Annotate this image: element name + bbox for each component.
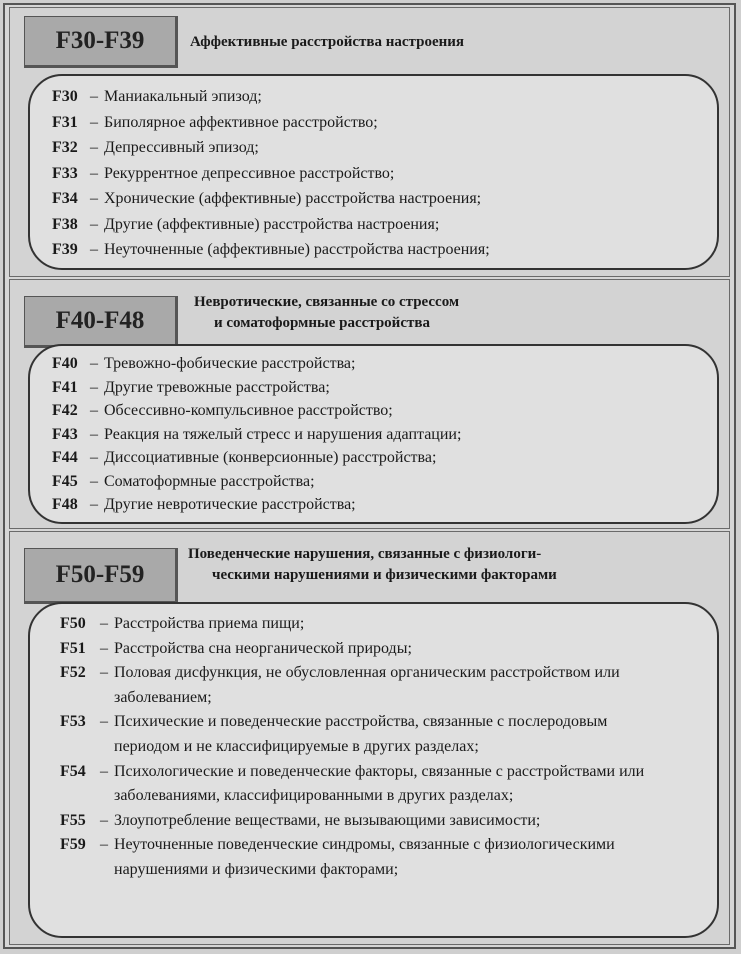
item-text: Психологические и поведенческие факторы, связанные с расстройствами или заболеваниями, классифицированными в других разделах; <box>114 762 645 805</box>
list-item <box>60 710 717 759</box>
list-item <box>52 376 717 400</box>
section-f30-f39 <box>9 7 730 277</box>
item-code: F44 <box>52 449 78 466</box>
dash: – <box>100 664 108 682</box>
item-code: F42 <box>52 402 78 419</box>
list-item <box>52 161 717 187</box>
dash: – <box>100 639 108 657</box>
dash: – <box>100 811 108 829</box>
item-text: Расстройства приема пищи; <box>114 615 305 632</box>
list-item <box>52 423 717 447</box>
item-code: F53 <box>60 713 86 731</box>
section-code: F50-F59 <box>24 548 178 604</box>
item-text: Соматоформные расстройства; <box>104 472 315 490</box>
section-title <box>188 544 557 586</box>
item-code: F54 <box>60 762 86 780</box>
dash: – <box>90 113 98 131</box>
item-text: Рекуррентное депрессивное расстройство; <box>104 164 395 182</box>
list-item <box>52 110 717 136</box>
dash: – <box>90 378 98 396</box>
item-text: Реакция на тяжелый стресс и нарушения адаптации; <box>104 425 462 443</box>
dash: – <box>100 713 108 731</box>
item-text: Психические и поведенческие расстройства, связанные с послеродовым периодом и не классифицируемые в других разделах; <box>114 713 608 755</box>
section-title <box>190 32 464 53</box>
section-f50-f59 <box>9 531 730 945</box>
item-code: F55 <box>60 811 86 829</box>
dash: – <box>90 472 98 490</box>
item-text: Другие (аффективные) расстройства настроения; <box>104 215 440 233</box>
item-text: Другие невротические расстройства; <box>104 496 356 513</box>
list-item <box>60 612 717 637</box>
dash: – <box>90 402 98 419</box>
section-title <box>194 292 459 334</box>
section-f40-f48 <box>9 279 730 529</box>
item-text: Половая дисфункция, не обусловленная органическим расстройством или заболеванием; <box>114 664 620 706</box>
title-line: Невротические, связанные со стрессом <box>194 294 460 310</box>
list-item <box>60 637 717 662</box>
item-code: F40 <box>52 355 78 372</box>
list-item <box>52 212 717 238</box>
item-text: Другие тревожные расстройства; <box>104 378 330 396</box>
item-text: Злоупотребление веществами, не вызывающими зависимости; <box>114 811 541 829</box>
item-code: F41 <box>52 378 78 396</box>
item-text: Тревожно-фобические расстройства; <box>104 355 356 372</box>
list-item <box>52 446 717 470</box>
item-code: F30 <box>52 88 78 105</box>
code-list <box>28 74 719 270</box>
list-item <box>52 237 717 263</box>
item-code: F48 <box>52 496 78 513</box>
list-item <box>52 493 717 517</box>
dash: – <box>90 355 98 372</box>
item-code: F59 <box>60 836 86 854</box>
item-text: Маниакальный эпизод; <box>104 88 262 105</box>
title-line: и соматоформные расстройства <box>214 315 430 331</box>
list-item <box>52 399 717 423</box>
item-code: F34 <box>52 190 78 207</box>
list-item <box>52 186 717 212</box>
dash: – <box>90 215 98 233</box>
section-code: F40-F48 <box>24 296 178 348</box>
dash: – <box>90 425 98 443</box>
title-line: ческими нарушениями и физическими факторами <box>212 567 557 583</box>
list-item <box>60 760 717 809</box>
dash: – <box>90 496 98 513</box>
dash: – <box>100 836 108 854</box>
item-code: F33 <box>52 164 78 182</box>
item-text: Неуточненные (аффективные) расстройства настроения; <box>104 241 490 258</box>
item-text: Биполярное аффективное расстройство; <box>104 113 378 131</box>
list-item <box>52 352 717 376</box>
list-item <box>52 84 717 110</box>
item-text: Депрессивный эпизод; <box>104 139 259 156</box>
list-item <box>60 833 717 882</box>
list-item <box>52 135 717 161</box>
title-line: Аффективные расстройства настроения <box>190 34 465 50</box>
item-text: Хронические (аффективные) расстройства настроения; <box>104 190 482 207</box>
item-code: F51 <box>60 639 86 657</box>
item-text: Диссоциативные (конверсионные) расстройства; <box>104 449 437 466</box>
item-code: F50 <box>60 615 86 632</box>
code-list <box>28 344 719 524</box>
dash: – <box>90 164 98 182</box>
dash: – <box>90 88 98 105</box>
item-code: F39 <box>52 241 78 258</box>
item-code: F38 <box>52 215 78 233</box>
list-item <box>52 470 717 494</box>
code-list <box>28 602 719 938</box>
title-line: Поведенческие нарушения, связанные с физиологи- <box>188 546 542 562</box>
dash: – <box>90 449 98 466</box>
dash: – <box>90 139 98 156</box>
item-code: F31 <box>52 113 78 131</box>
list-item <box>60 809 717 834</box>
dash: – <box>100 615 108 632</box>
item-text: Расстройства сна неорганической природы; <box>114 639 412 657</box>
item-code: F52 <box>60 664 86 682</box>
list-item <box>60 661 717 710</box>
dash: – <box>100 762 108 780</box>
section-code: F30-F39 <box>24 16 178 68</box>
item-code: F45 <box>52 472 78 490</box>
dash: – <box>90 241 98 258</box>
item-text: Неуточненные поведенческие синдромы, связанные с физиологическими нарушениями и физическими факторами; <box>114 836 615 878</box>
item-code: F43 <box>52 425 78 443</box>
item-code: F32 <box>52 139 78 156</box>
classification-table <box>3 3 736 949</box>
item-text: Обсессивно-компульсивное расстройство; <box>104 402 393 419</box>
dash: – <box>90 190 98 207</box>
